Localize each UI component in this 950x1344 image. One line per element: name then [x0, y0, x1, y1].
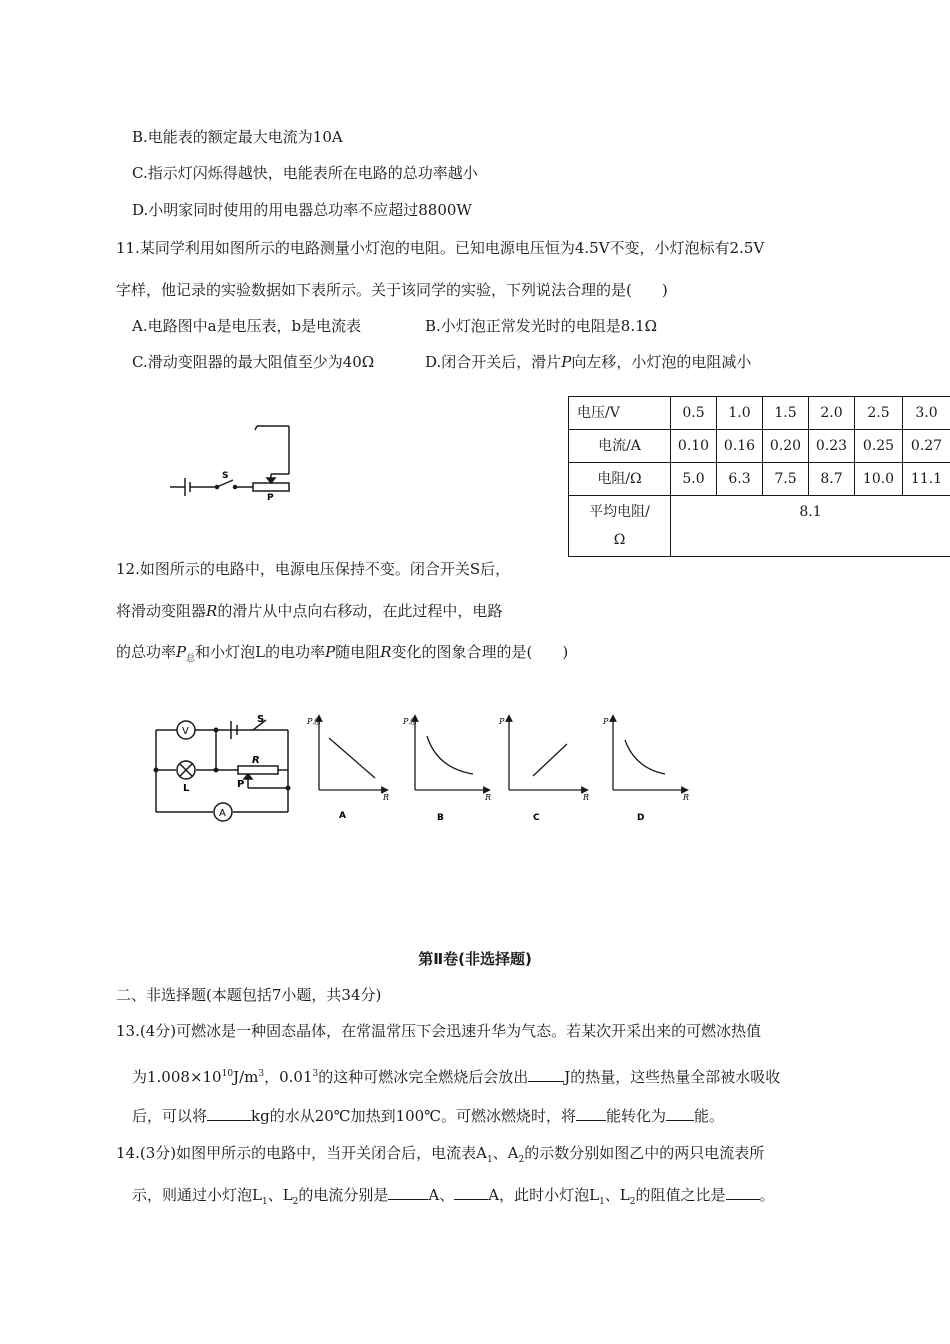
q14-line2: 示，则通过小灯泡$L_1$、$L_2$的电流分别是 A、 A，此时小灯泡$L_1$、$L_2$的阻值之比是 。	[132, 1186, 775, 1207]
voltage-header: 电压/V	[569, 397, 671, 430]
q13-line1: 13.(4分)可燃冰是一种固态晶体，在常温常压下会迅速升华为气态。若某次开采出来的可燃冰热值	[116, 1022, 762, 1040]
table-cell: 2.5	[855, 397, 903, 430]
average-value: 8.1	[671, 496, 950, 557]
table-cell: 1.5	[763, 397, 809, 430]
graph-a-x-axis: R	[383, 793, 390, 802]
graph-b	[402, 717, 491, 823]
table-cell: 10.0	[855, 463, 903, 496]
table-cell: 7.5	[763, 463, 809, 496]
q10-option-b: B.电能表的额定最大电流为10A	[132, 128, 343, 146]
table-cell: 11.1	[903, 463, 950, 496]
q10-option-c: C.指示灯闪烁得越快，电能表所在电路的总功率越小	[132, 164, 478, 182]
graph-d-label: D	[637, 813, 645, 823]
graph-d-y-axis: P	[603, 717, 609, 726]
q11-data-table	[568, 396, 950, 557]
table-row	[569, 430, 950, 463]
q11-option-d: D.闭合开关后，滑片P向左移，小灯泡的电阻减小	[425, 353, 752, 371]
lamp-label: L	[183, 783, 190, 794]
table-cell: 0.20	[763, 430, 809, 463]
part2-section-heading: 二、非选择题(本题包括7小题，共34分)	[116, 986, 382, 1004]
slider-label: P	[237, 779, 245, 790]
answer-blank[interactable]	[576, 1106, 606, 1121]
table-cell: 1.0	[717, 397, 763, 430]
q11-option-a: A.电路图中a是电压表，b是电流表	[132, 317, 362, 335]
q11-switch-label: S	[222, 471, 229, 481]
graph-b-label: B	[437, 813, 444, 823]
graph-c-y-axis: P	[499, 717, 505, 726]
q12-circuit-figure	[148, 712, 298, 827]
graph-a-y-axis: P总	[307, 717, 321, 726]
rheostat-icon	[238, 766, 278, 774]
voltmeter-label: V	[182, 726, 189, 737]
graph-c	[498, 717, 589, 823]
answer-blank[interactable]	[726, 1185, 760, 1200]
q12-line2: 将滑动变阻器R的滑片从中点向右移动，在此过程中，电路	[116, 602, 503, 620]
q11-option-b: B.小灯泡正常发光时的电阻是8.1Ω	[425, 317, 658, 335]
graph-d-x-axis: R	[683, 793, 690, 802]
q11-stem-line1: 11.某同学利用如图所示的电路测量小灯泡的电阻。已知电源电压恒为4.5V不变，小灯泡标有2.5V	[116, 239, 765, 257]
graph-b-y-axis: P总	[403, 717, 417, 726]
answer-blank[interactable]	[207, 1106, 251, 1121]
answer-blank[interactable]	[666, 1106, 694, 1121]
q13-line3: 后，可以将 kg的水从20℃加热到100℃。可燃冰燃烧时，将 能转化为 能。	[132, 1107, 725, 1125]
resistance-header: 电阻/Ω	[569, 463, 671, 496]
answer-blank[interactable]	[388, 1185, 428, 1200]
graph-a	[306, 717, 389, 821]
table-cell: 0.5	[671, 397, 717, 430]
table-cell: 0.23	[809, 430, 855, 463]
switch-label: S	[257, 714, 265, 725]
table-cell: 3.0	[903, 397, 950, 430]
average-header: 平均电阻/Ω	[569, 496, 671, 557]
table-cell: 0.27	[903, 430, 950, 463]
table-row	[569, 463, 950, 496]
answer-blank[interactable]	[528, 1067, 564, 1082]
ammeter-label: A	[219, 808, 226, 819]
table-cell: 0.16	[717, 430, 763, 463]
table-cell: 0.25	[855, 430, 903, 463]
table-row	[569, 496, 950, 557]
table-cell: 8.7	[809, 463, 855, 496]
q13-line2: 为$1.008\times 10^{10}J/m^3$，0.01$^3$的这种可燃冰完全燃烧后会放出 J的热量，这些热量全部被水吸收	[132, 1068, 781, 1086]
q12-line1: 12.如图所示的电路中，电源电压保持不变。闭合开关S后，	[116, 560, 511, 578]
graph-c-label: C	[533, 813, 540, 823]
graph-d	[602, 717, 689, 823]
q12-line3: 的总功率$P_总$和小灯泡L的电功率P随电阻R变化的图象合理的是( )	[116, 643, 569, 664]
table-cell: 0.10	[671, 430, 717, 463]
table-cell: 2.0	[809, 397, 855, 430]
q11-circuit-figure	[165, 418, 305, 503]
q11-stem-line2: 字样，他记录的实验数据如下表所示。关于该同学的实验，下列说法合理的是( )	[116, 281, 668, 299]
q14-line1: 14.(3分)如图甲所示的电路中，当开关闭合后，电流表$A_1$、$A_2$的示数分别如图乙中的两只电流表所	[116, 1144, 765, 1165]
q10-option-d: D.小明家同时使用的用电器总功率不应超过8800W	[132, 201, 472, 219]
graph-c-x-axis: R	[583, 793, 590, 802]
table-cell: 5.0	[671, 463, 717, 496]
q11-option-c: C.滑动变阻器的最大阻值至少为40Ω	[132, 353, 375, 371]
q11-slider-label: P	[267, 493, 274, 503]
resistor-label: R	[252, 755, 260, 766]
table-cell: 6.3	[717, 463, 763, 496]
answer-blank[interactable]	[454, 1185, 488, 1200]
switch-blade	[217, 480, 233, 487]
current-header: 电流/A	[569, 430, 671, 463]
q12-graph-options	[305, 710, 700, 825]
graph-b-x-axis: R	[485, 793, 492, 802]
graph-a-label: A	[339, 811, 346, 821]
table-row	[569, 397, 950, 430]
part2-title: 第Ⅱ卷(非选择题)	[418, 950, 532, 968]
